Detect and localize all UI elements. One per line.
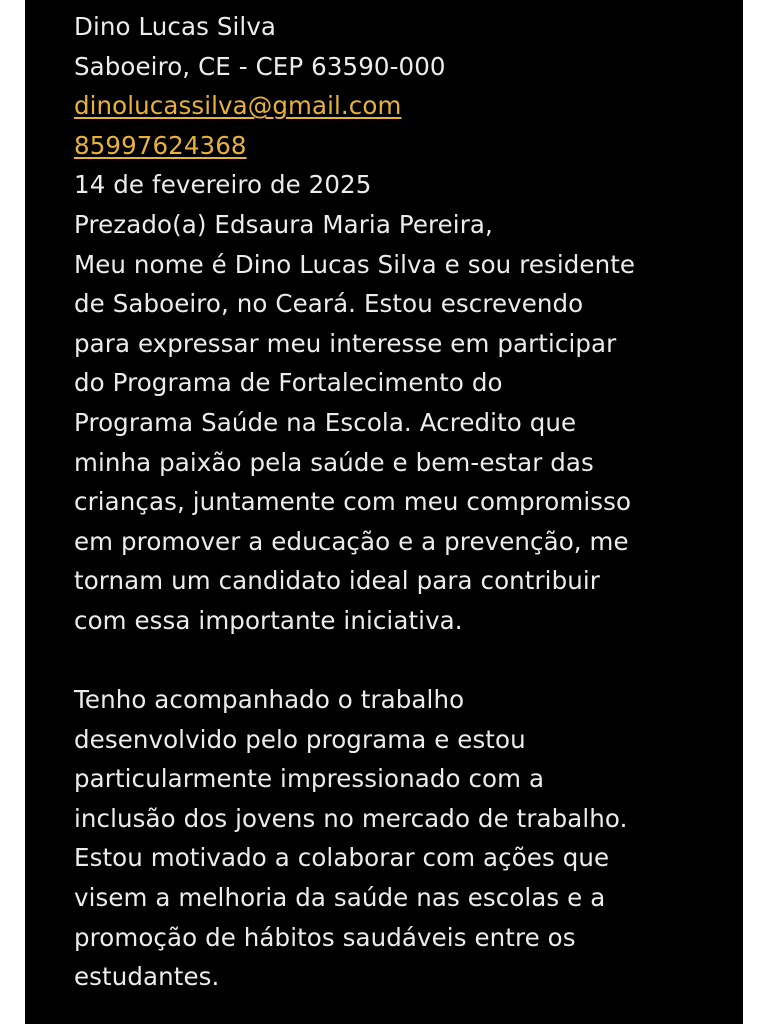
paragraph-1: Meu nome é Dino Lucas Silva e sou residente de Saboeiro, no Ceará. Estou escrevendo para expressar meu interesse em participar do Programa de Fortalecimento do Programa Saúde na Escola. Acredito que minha paixão pela saúde e bem-estar das crianças, juntamente com meu compromisso em promover a educação e a prevenção, me tornam um candidato ideal para contribuir com essa importante iniciativa. bbox=[74, 249, 636, 635]
salutation: Prezado(a) Edsaura Maria Pereira, bbox=[74, 209, 493, 239]
sender-name: Dino Lucas Silva bbox=[74, 12, 277, 41]
paragraph-2: Tenho acompanhado o trabalho desenvolvido pelo programa e estou particularmente impressionado com a inclusão dos jovens no mercado de trabalho. Estou motivado a colaborar com ações que visem a melhoria da saúde nas escolas e a promoção de hábitos saudáveis entre os estudantes. bbox=[74, 685, 628, 992]
letter-screen bbox=[25, 0, 743, 1024]
sender-email-link[interactable]: dinolucassilva@gmail.com bbox=[74, 91, 402, 121]
letter-body bbox=[74, 7, 724, 997]
sender-address: Saboeiro, CE - CEP 63590-000 bbox=[74, 51, 446, 81]
sender-phone-link[interactable]: 85997624368 bbox=[74, 130, 247, 160]
letter-date: 14 de fevereiro de 2025 bbox=[74, 170, 372, 200]
paragraph-spacer bbox=[74, 641, 724, 681]
